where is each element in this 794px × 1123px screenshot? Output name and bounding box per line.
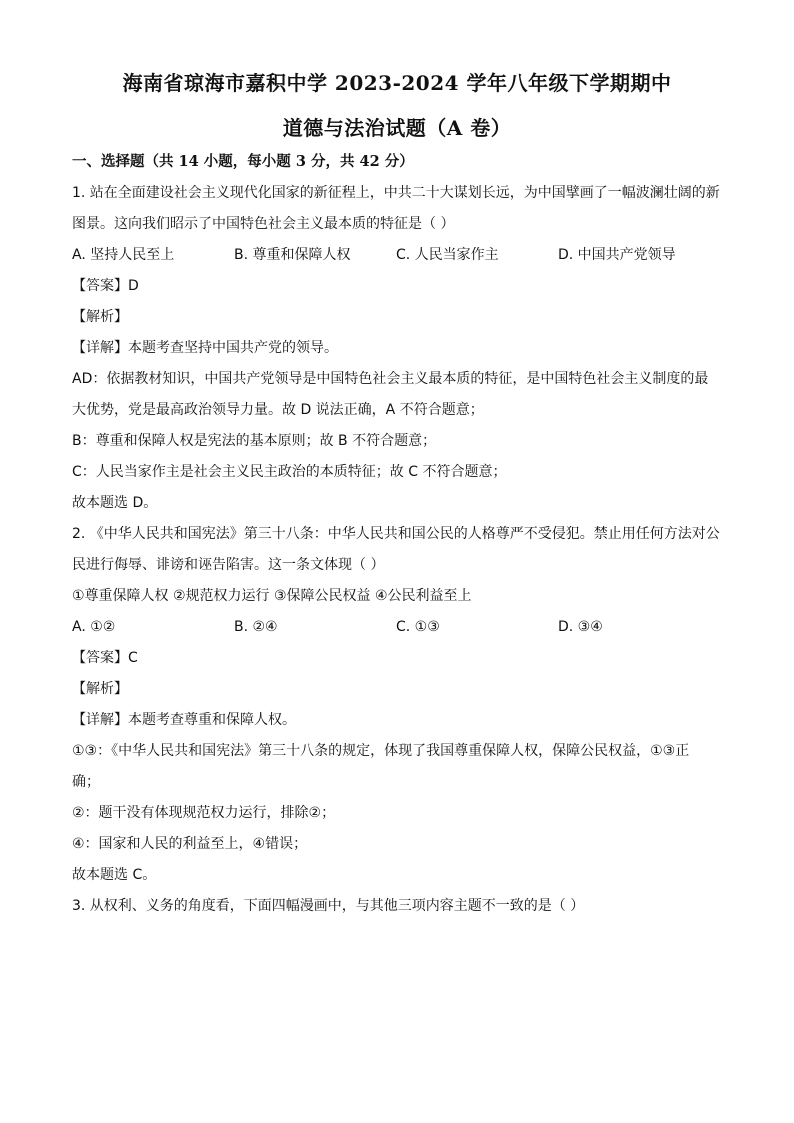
q1-answer: 【答案】D	[72, 278, 139, 294]
q2-options	[72, 616, 722, 647]
q2-option-a: A. ①②	[72, 619, 116, 635]
q1-stem-line2: 图景。这向我们昭示了中国特色社会主义最本质的特征是（ ）	[72, 216, 455, 232]
q3-stem-line1: 3. 从权利、义务的角度看，下面四幅漫画中，与其他三项内容主题不一致的是（ ）	[72, 898, 585, 914]
q2-explain-2: ②：题干没有体现规范权力运行，排除②；	[72, 805, 336, 821]
q2-option-b: B. ②④	[234, 619, 278, 635]
q1-explain-c: C：人民当家作主是社会主义民主政治的本质特征；故 C 不符合题意；	[72, 464, 507, 480]
q1-option-c: C. 人民当家作主	[396, 247, 499, 263]
q1-option-a: A. 坚持人民至上	[72, 247, 175, 263]
q2-detail: 【详解】本题考查尊重和保障人权。	[72, 712, 296, 728]
q2-explain-4: ④：国家和人民的利益至上，④错误；	[72, 836, 308, 852]
q2-explain-13-line1: ①③：《中华人民共和国宪法》第三十八条的规定，体现了我国尊重保障人权，保障公民权益，①③正	[72, 743, 690, 759]
q2-stem-line2: 民进行侮辱、诽谤和诬告陷害。这一条文体现（ ）	[72, 557, 385, 573]
question-body	[72, 182, 722, 926]
exam-subtitle: 道德与法治试题（A 卷）	[282, 116, 512, 140]
q2-conclusion: 故本题选 C。	[72, 867, 157, 883]
q1-explain-ad-line1: AD：依据教材知识，中国共产党领导是中国特色社会主义最本质的特征，是中国特色社会主义制度的最	[72, 371, 709, 387]
q2-stem-line1: 2. 《中华人民共和国宪法》第三十八条：中华人民共和国公民的人格尊严不受侵犯。禁止用任何方法对公	[72, 526, 720, 542]
q1-option-b: B. 尊重和保障人权	[234, 247, 351, 263]
q2-option-d: D. ③④	[558, 619, 603, 635]
q1-explain-b: B：尊重和保障人权是宪法的基本原则；故 B 不符合题意；	[72, 433, 437, 449]
q2-answer: 【答案】C	[72, 650, 138, 666]
q1-options	[72, 244, 722, 275]
section-heading: 一、选择题（共 14 小题，每小题 3 分，共 42 分）	[72, 153, 414, 170]
q1-explain-ad-line2: 大优势，党是最高政治领导力量。故 D 说法正确，A 不符合题意；	[72, 402, 484, 418]
q1-stem-line1: 1. 站在全面建设社会主义现代化国家的新征程上，中共二十大谋划长远，为中国擘画了一幅波澜壮阔的新	[72, 185, 720, 201]
q1-conclusion: 故本题选 D。	[72, 495, 158, 511]
q2-option-c: C. ①③	[396, 619, 440, 635]
exam-title: 海南省琼海市嘉积中学 2023-2024 学年八年级下学期期中	[122, 71, 672, 95]
q2-explain-13-line2: 确；	[72, 774, 100, 790]
q2-statements: ①尊重保障人权 ②规范权力运行 ③保障公民权益 ④公民利益至上	[72, 588, 472, 604]
q1-option-d: D. 中国共产党领导	[558, 247, 676, 263]
q1-detail: 【详解】本题考查坚持中国共产党的领导。	[72, 340, 338, 356]
q1-analysis-label: 【解析】	[72, 309, 128, 325]
q2-analysis-label: 【解析】	[72, 681, 128, 697]
